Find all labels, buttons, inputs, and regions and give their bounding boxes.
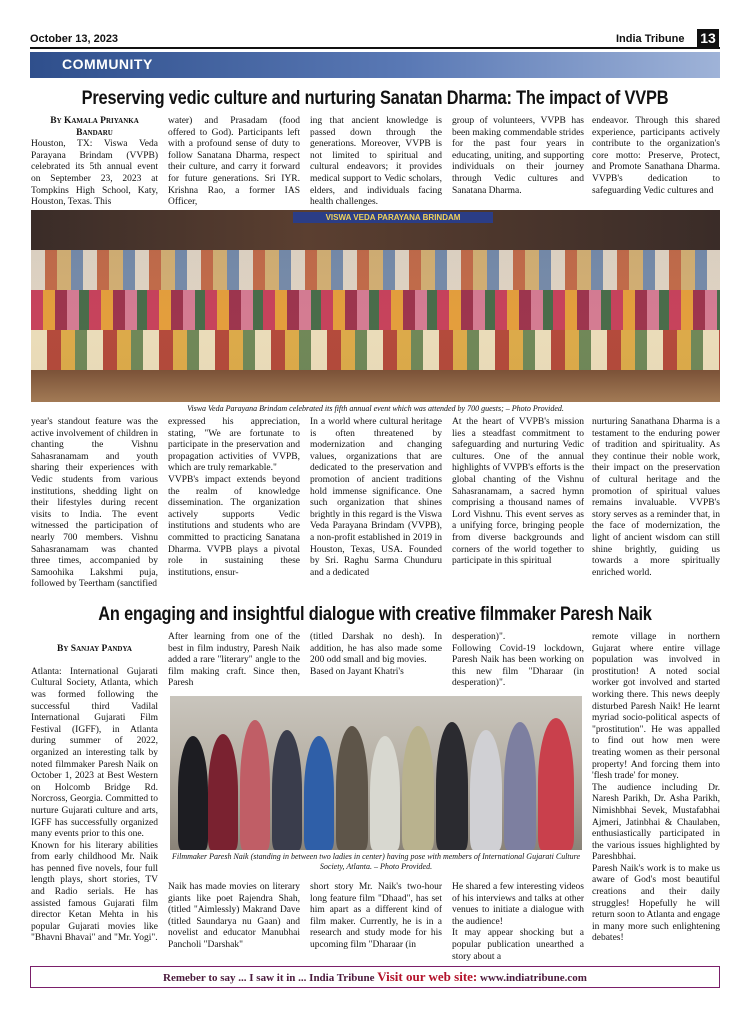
igcs-group-photo (170, 696, 582, 850)
article2-photo-caption: Filmmaker Paresh Naik (standing in between two ladies in center) having pose with members of International Gujarati Culture Society, Atlanta. – Photo Provided. (171, 852, 581, 871)
article1-col1 (31, 116, 158, 208)
article1-col4b-text: At the heart of VVPB's mission lies a steadfast commitment to safeguarding and nurturing Vedic cultures. One of the annual highlights of VVPB's efforts is the global chanting of the Vishnu Sahasranamam, a sacred hymn comprising a thousand names of Lord Vishnu. This event serves as a unifying force, bringing people from diverse backgrounds and corners of the world together to participate in this spiritual (452, 417, 584, 567)
article1-col5 (592, 116, 720, 208)
vvpb-group-photo (31, 210, 720, 402)
article1-col3 (310, 116, 442, 208)
article1-photo-caption: Viswa Veda Parayana Brindam celebrated its fifth annual event which was attended by 700 guests; – Photo Provided. (187, 404, 564, 413)
article2-col3b-text: short story Mr. Naik's two-hour long feature film "Dhaad", has set him apart as a different kind of film maker. Currently, he is in a research and study mode for his upcoming film "Dharaar (in (310, 882, 442, 950)
article2-col2b-text: Naik has made movies on literary giants like poet Rajendra Shah, (titled "Aimlessly) Makrand Dave (titled Saundarya nu Gaan) and novelist and educator Manubhai Pancholi "Darshak" (168, 882, 300, 950)
page-number: 13 (697, 29, 719, 48)
footer-visit: Visit our web site: (377, 969, 478, 984)
article2-headline: An engaging and insightful dialogue with creative filmmaker Paresh Naik (98, 604, 652, 625)
article1-col5-text: endeavor. Through this shared experience, participants actively contribute to the organization's core motto: Preserve, Protect, and Promote Sanathana Dharma. VVPB's dedication to safeguarding Vedic cultures and (592, 116, 720, 196)
section-label: COMMUNITY (62, 56, 153, 72)
article1-col3-text: ing that ancient knowledge is passed down through the generations. Moreover, VVPB is not limited to spiritual and cultural endeavors; it provides medical support to Vedic scholars, elders, and individuals facing health challenges. (310, 116, 442, 208)
article1-col3b (310, 417, 442, 597)
article2-col4-text: desperation)". Following Covid-19 lockdown, Paresh Naik has been working on this new film "Dharaar (in desperation)". (452, 632, 584, 689)
article2-col5 (592, 632, 720, 964)
article2-col2-text: After learning from one of the best in film industry, Paresh Naik added a rare "literary" angle to the film making craft. Since then, Paresh (168, 632, 300, 689)
article1-col1-text: Houston, TX: Viswa Veda Parayana Brindam (VVPB) celebrated its 5th annual event on September 23, 2023 at Tompkins High School, Katy, Houston, Texas. This (31, 139, 158, 208)
article1-col4 (452, 116, 584, 208)
article1-col5b-text: nurturing Sanathana Dharma is a testament to the enduring power of tradition and spirituality. As they continue their noble work, their impact on the preservation of cultural heritage and the promotion of spiritual values remains invaluable. VVPB's story serves as a reminder that, in the face of modernization, the light of ancient wisdom can still shine brightly, guiding us towards a more spiritually enriched world. (592, 417, 720, 578)
article1-headline: Preserving vedic culture and nurturing Sanatan Dharma: The impact of VVPB (81, 88, 669, 109)
article2-col2 (168, 632, 300, 690)
article1-col5b (592, 417, 720, 597)
footer-url[interactable]: www.indiatribune.com (480, 972, 587, 984)
article1-col1b-text: year's standout feature was the active involvement of children in chanting the Vishnu Sahasranamam and youth sharing their experiences with Vedic students from various institutions, shedding light on their lifestyles during recent visits to India. The event witnessed the participation of nearly 700 members. Vishnu Sahasranamam was chanted three times, accompanied by Samoohika Lakshmi puja, followed by Teertham (sanctified (31, 417, 158, 590)
article2-col3b (310, 882, 442, 964)
article2-col5-text: remote village in northern Gujarat where entire village population was involved in prostitution! A noted social worker got involved and started working there. This news deeply disturbed Paresh Naik! He learnt myriad socio-political aspects of "prostitution". He was appalled to find out how men were treating women as their personal property! And forcing them into 'flesh trade' for money. The audience including Dr. Naresh Parikh, Dr. Asha Parikh, Nimishbhai Sevek, Mustafabhai Ajmeri, Jatinbhai & Chaulaben, enthusiastically participated in the various issues highlighted by Pareshbhai. Paresh Naik's work is to make us aware of God's most beautiful creations and their daily struggles! Hopefully he will return soon to Atlanta and engage in many more such enlightening debates! (592, 632, 720, 944)
footer-banner (30, 966, 720, 988)
article1-col4b (452, 417, 584, 597)
article1-col4-text: group of volunteers, VVPB has been making commendable strides for the past four years in educating, uniting, and supporting individuals on their journey through Vedic cultures and Sanatana Dharma. (452, 116, 584, 196)
article2-col4b-text: He shared a few interesting videos of his interviews and talks at other venues to initiate a dialogue with the audience! It may appear shocking but a popular publication unearthed a story about a (452, 882, 584, 962)
paper-name: India Tribune (616, 33, 685, 45)
issue-date: October 13, 2023 (30, 33, 119, 45)
section-banner (30, 52, 720, 78)
article1-byline: By Kamala Priyanka Bandaru (50, 116, 139, 138)
article1-col3b-text: In a world where cultural heritage is often threatened by modernization and changing values, organizations that are dedicated to the preservation and promotion of ancient traditions hold immense significance. One such organization that shines brightly in this regard is the Viswa Veda Parayana Brindam (VVPB), a non-profit established in 2019 in Houston, Texas, USA. Founded by Sri. Raghu Sarma Chunduru and a dedicated (310, 417, 442, 578)
article2-col4 (452, 632, 584, 690)
article1-col2b (168, 417, 300, 597)
header-rule (30, 47, 720, 49)
article2-col3 (310, 632, 442, 690)
article2-byline: By Sanjay Pandya (57, 643, 132, 654)
article2-col1 (31, 632, 158, 964)
article1-col2-text: water) and Prasadam (food offered to God). Participants left with a profound sense of duty to follow Sanatana Dharma, respect their culture, and carry it forward for future generations. Sri IYR. Krishna Rao, a former IAS Officer, (168, 116, 300, 208)
article1-col2b-text: expressed his appreciation, stating, "We are fortunate to participate in the preservation and propagation activities of VVPB, which are truly remarkable." VVPB's impact extends beyond the realm of knowledge dissemination. The organization actively supports Vedic institutions and students who are committed to practicing Sanatana Dharma. VVPB plays a pivotal role in sustaining these institutions, ensur- (168, 417, 300, 578)
footer-lead: Remeber to say ... I saw it in ... India Tribune (163, 972, 375, 984)
article2-col3-text: (titled Darshak no desh). In addition, he has also made some 200 odd small and big movies. Based on Jayant Khatri's (310, 632, 442, 677)
photo-banner-text: VISWA VEDA PARAYANA BRINDAM (293, 212, 493, 223)
article2-col1-text: Atlanta: International Gujarati Cultural Society, Atlanta, which was formed following the successful third Vadilal International Gujarati Film Festival (IGFF), in Atlanta during summer of 2022, organized an interesting talk by noted filmmaker Paresh Naik on October 1, 2023 at Best Western on Holcomb Bridge Rd. Norcross, Georgia. Committed to nurture Gujarati culture and arts, IGFF has successfully organized many events prior to this one. Known for his literary abilities from early childhood Mr. Naik has penned five novels, four full length plays, short stories, TV and Radio serials. He has assisted famous Gujarati film director Ketan Mehta in his popular Gujarati movies like "Bhavni Bhavai" and "Mr. Yogi". (31, 666, 158, 944)
article1-col2 (168, 116, 300, 208)
article2-col2b (168, 882, 300, 964)
article2-col4b (452, 882, 584, 964)
article1-col1b (31, 417, 158, 597)
